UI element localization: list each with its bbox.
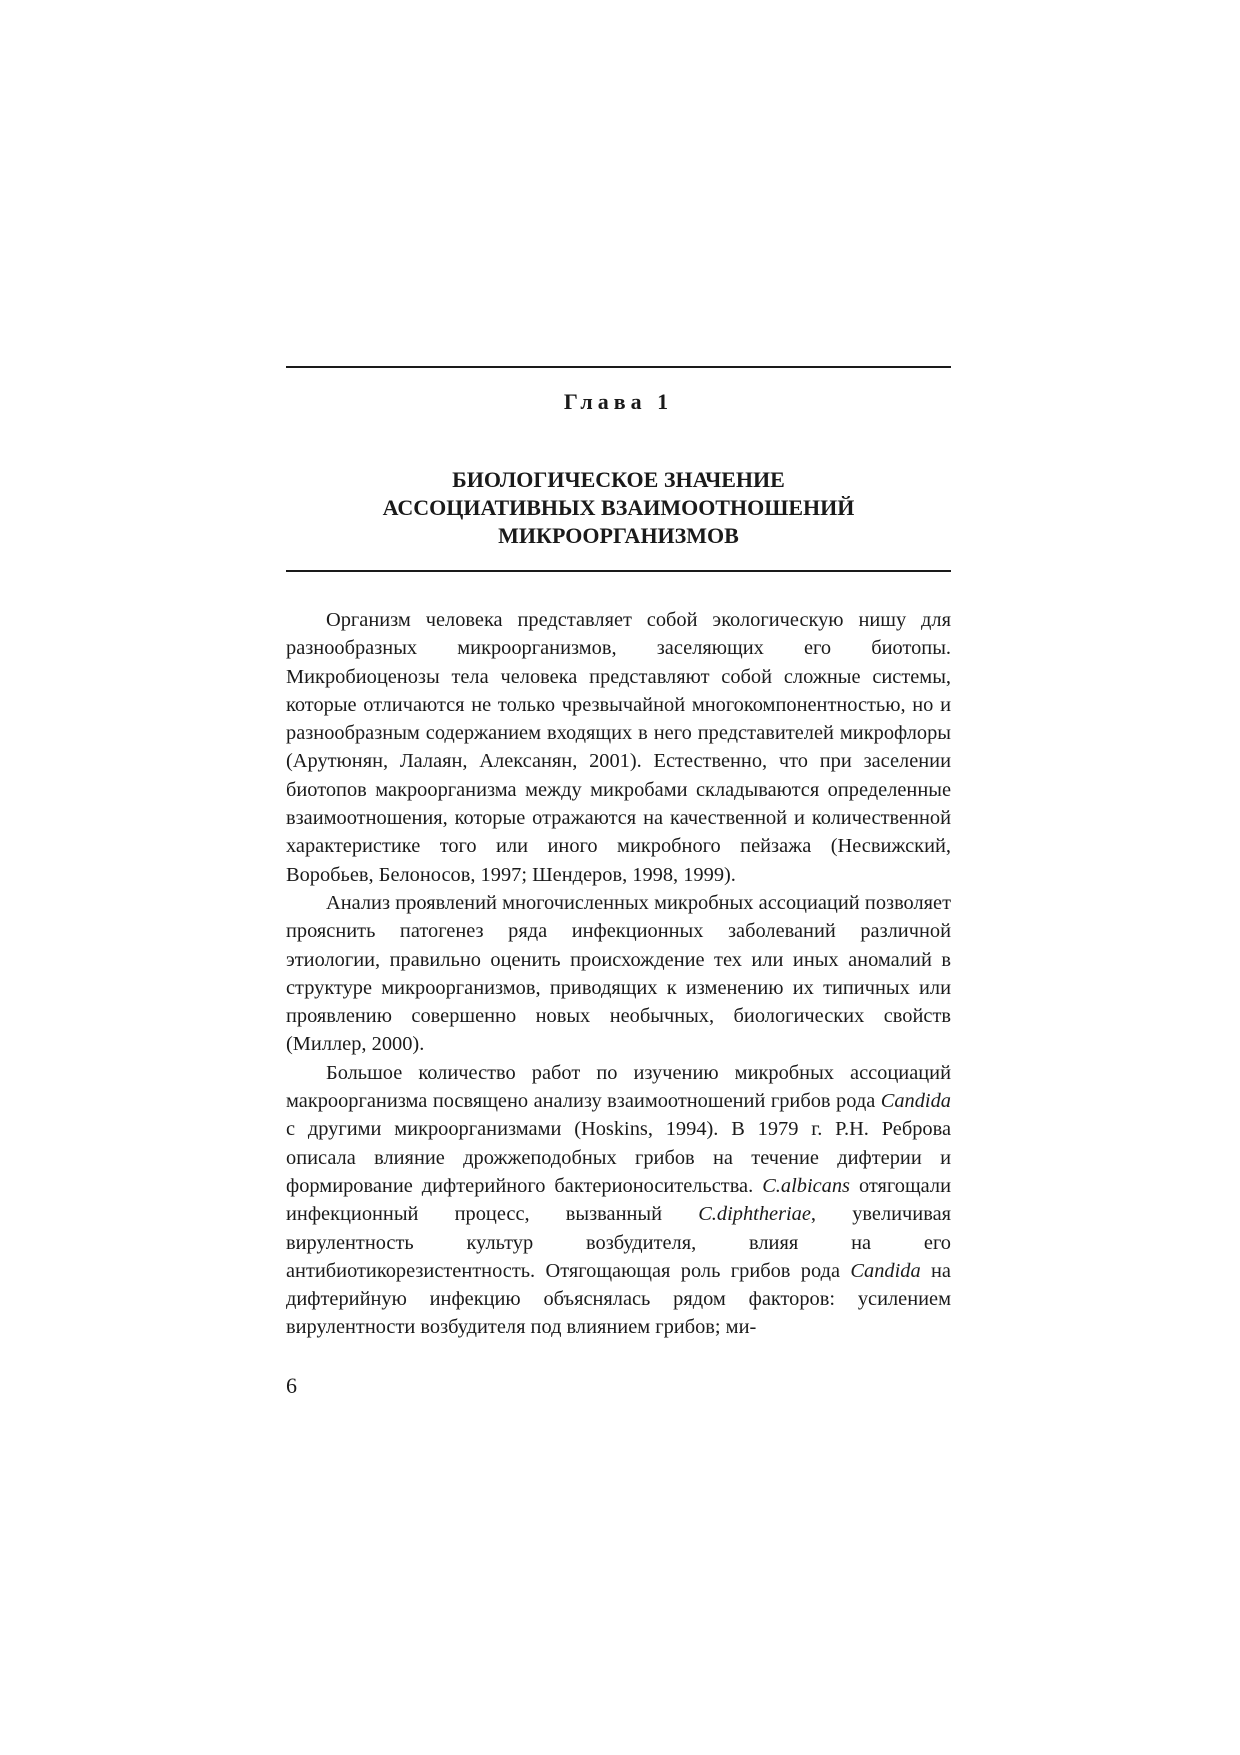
text-span: отягощали инфекционный процесс, вызванный [286, 1174, 951, 1226]
species-name: C.albicans [762, 1174, 850, 1197]
chapter-title-line: БИОЛОГИЧЕСКОЕ ЗНАЧЕНИЕ [452, 467, 785, 492]
text-span: , увеличивая вирулентность культур возбудителя, влияя на его антибиотикорезистентность. Отягощающая роль грибов рода [286, 1203, 951, 1282]
chapter-title [286, 466, 951, 550]
header-rule-bottom [286, 570, 951, 572]
paragraph-1: Организм человека представляет собой экологическую нишу для разнообразных микроорганизмов, заселяющих его биотопы. Микробиоценозы тела человека представляют собой сложные системы, которые отличаются не только чрезвычайной многокомпонентностью, но и разнообразным содержанием входящих в него представителей микрофлоры (Арутюнян, Лалаян, Алексанян, 2001). Естественно, что при заселении биотопов макроорганизма между микробами складываются определенные взаимоотношения, которые отражаются на качественной и количественной характеристике того или иного микробного пейзажа (Несвижский, Воробьев, Белоносов, 1997; Шендеров, 1998, 1999). [286, 609, 951, 886]
body-text [286, 606, 951, 1342]
chapter-label: Глава 1 [563, 389, 674, 414]
species-name: Candida [850, 1259, 921, 1282]
text-span: на дифтерийную инфекцию объяснялась рядом факторов: усилением вирулентности возбудителя под влиянием грибов; ми- [286, 1259, 951, 1339]
page-number: 6 [286, 1373, 297, 1398]
text-span: с другими микроорганизмами (Hoskins, 1994). В 1979 г. Р.Н. Реброва описала влияние дрожжеподобных грибов на течение дифтерии и формирование дифтерийного бактерионосительства. [286, 1118, 951, 1197]
header-rule-top [286, 366, 951, 368]
chapter-title-line: МИКРООРГАНИЗМОВ [498, 523, 739, 548]
chapter-title-line: АССОЦИАТИВНЫХ ВЗАИМООТНОШЕНИЙ [382, 495, 855, 520]
text-span: Большое количество работ по изучению микробных ассоциаций макроорганизма посвящено анализу взаимоотношений грибов рода [286, 1061, 951, 1113]
species-name: Candida [880, 1090, 951, 1113]
paragraph-2: Анализ проявлений многочисленных микробных ассоциаций позволяет прояснить патогенез ряда инфекционных заболеваний различной этиологии, правильно оценить происхождение тех или иных аномалий в структуре микроорганизмов, приводящих к изменению их типичных или проявлению совершенно новых необычных, биологических свойств (Миллер, 2000). [286, 891, 951, 1056]
species-name: C.diphtheriae [698, 1203, 811, 1226]
paragraph-3 [286, 1059, 951, 1342]
